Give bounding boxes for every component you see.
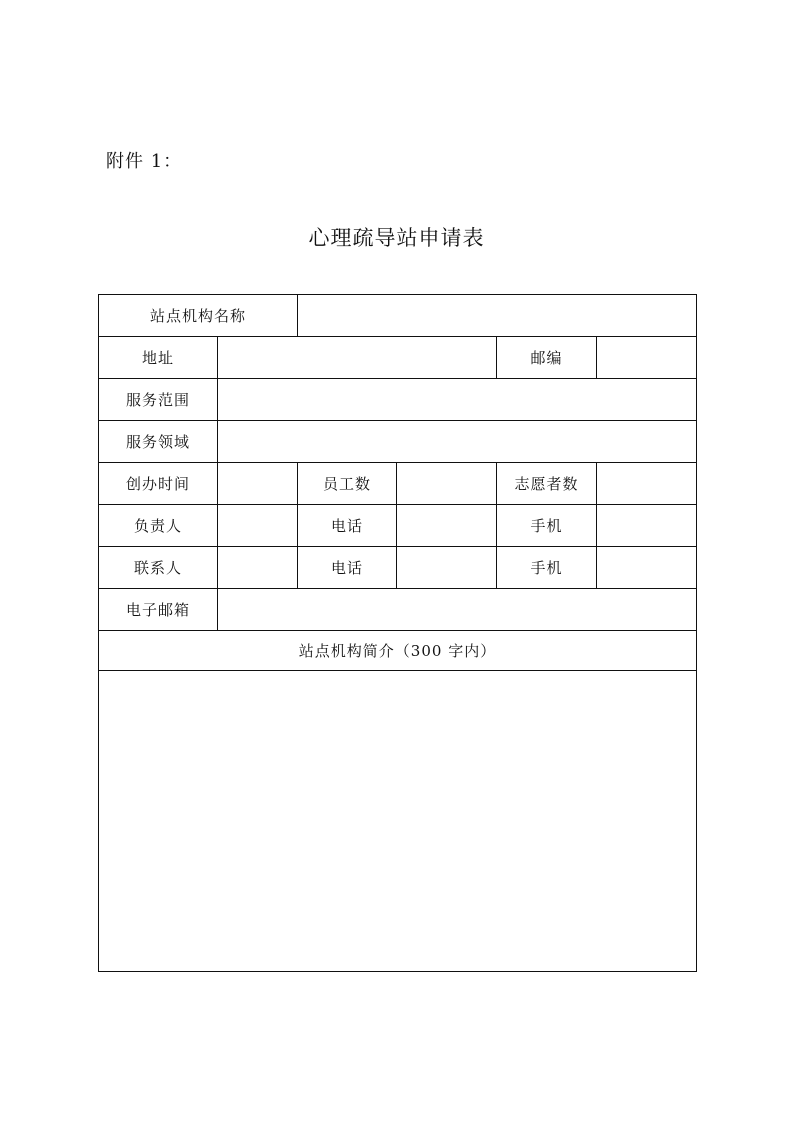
- application-form-table: [98, 294, 697, 972]
- founded-field[interactable]: [218, 463, 298, 505]
- service-field-field[interactable]: [218, 421, 697, 463]
- intro-text-area[interactable]: [99, 671, 697, 972]
- attachment-label: 附件 1：: [106, 151, 183, 172]
- mobile-label-1: 手机: [497, 505, 597, 547]
- phone-label-2: 电话: [298, 547, 397, 589]
- contact-label: 联系人: [99, 547, 218, 589]
- row-service-field: [99, 421, 697, 463]
- row-founded: [99, 463, 697, 505]
- phone-label-1: 电话: [298, 505, 397, 547]
- person-in-charge-label: 负责人: [99, 505, 218, 547]
- email-label: 电子邮箱: [99, 589, 218, 631]
- station-name-label: 站点机构名称: [99, 295, 298, 337]
- service-scope-field[interactable]: [218, 379, 697, 421]
- row-intro-body: [99, 671, 697, 972]
- row-email: [99, 589, 697, 631]
- contact-field[interactable]: [218, 547, 298, 589]
- row-contact: [99, 547, 697, 589]
- mobile-label-2: 手机: [497, 547, 597, 589]
- row-person-in-charge: [99, 505, 697, 547]
- staff-count-label: 员工数: [298, 463, 397, 505]
- postcode-field[interactable]: [597, 337, 697, 379]
- mobile-field-1[interactable]: [597, 505, 697, 547]
- address-field[interactable]: [218, 337, 497, 379]
- row-address: [99, 337, 697, 379]
- phone-field-2[interactable]: [397, 547, 497, 589]
- station-name-field[interactable]: [298, 295, 697, 337]
- mobile-field-2[interactable]: [597, 547, 697, 589]
- row-service-scope: [99, 379, 697, 421]
- phone-field-1[interactable]: [397, 505, 497, 547]
- staff-count-field[interactable]: [397, 463, 497, 505]
- volunteer-count-label: 志愿者数: [497, 463, 597, 505]
- email-field[interactable]: [218, 589, 697, 631]
- row-intro-header: [99, 631, 697, 671]
- volunteer-count-field[interactable]: [597, 463, 697, 505]
- intro-label: 站点机构简介（300 字内）: [99, 631, 697, 671]
- person-in-charge-field[interactable]: [218, 505, 298, 547]
- row-station-name: [99, 295, 697, 337]
- page-title: 心理疏导站申请表: [308, 226, 485, 250]
- postcode-label: 邮编: [497, 337, 597, 379]
- founded-label: 创办时间: [99, 463, 218, 505]
- service-scope-label: 服务范围: [99, 379, 218, 421]
- address-label: 地址: [99, 337, 218, 379]
- service-field-label: 服务领域: [99, 421, 218, 463]
